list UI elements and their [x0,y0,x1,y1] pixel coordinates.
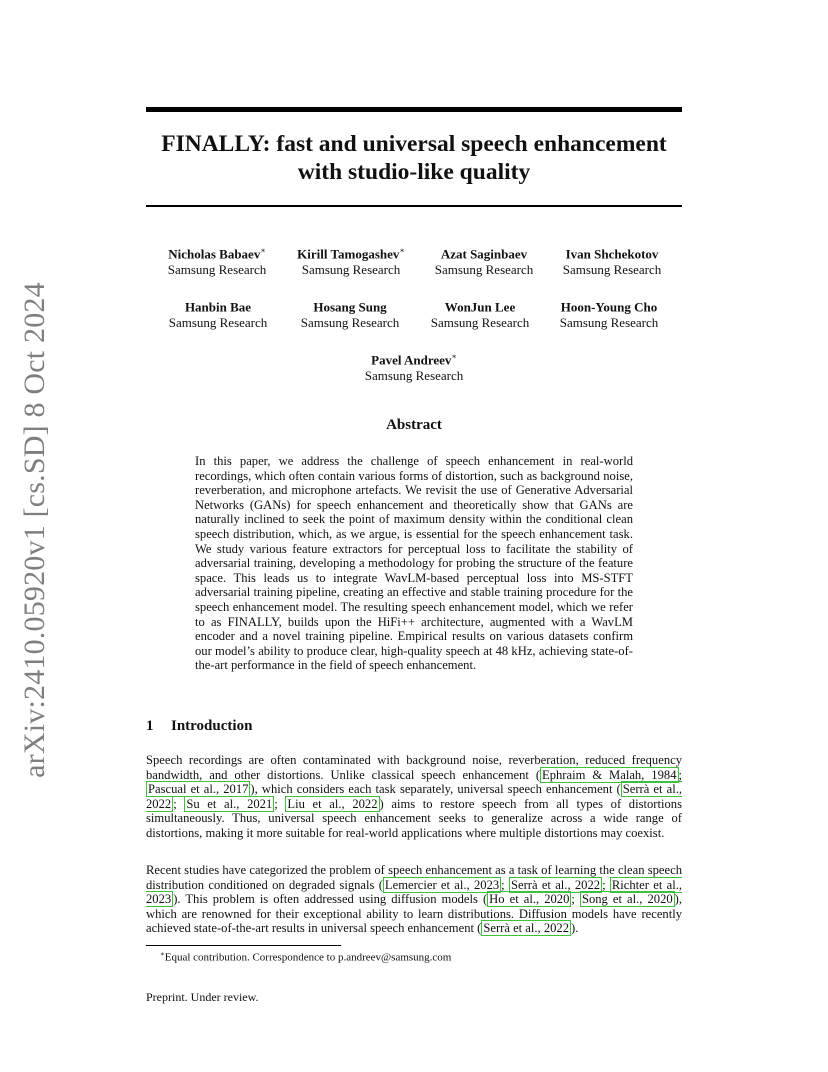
arxiv-identifier: arXiv:2410.05920v1 [cs.SD] 8 Oct 2024 [18,282,51,778]
author-affiliation: Samsung Research [559,315,659,331]
author-name: Nicholas Babaev∗ [168,246,266,262]
abstract-text: In this paper, we address the challenge of speech enhancement in real-world recordings, which often contain various forms of distortion, such as background noise, reverberation, and microphone artefacts. We revisit the use of Generative Adversarial Networks (GANs) for speech enhancement and theoretically show that GANs are naturally inclined to seek the point of maximum density within the conditional clean speech distribution, which, as we argue, is essential for the speech enhancement task. We study various feature extractors for perceptual loss to facilitate the stability of adversarial training, developing a methodology for probing the structure of the feature space. This leads us to integrate WavLM-based perceptual loss into MS-STFT adversarial training pipeline, creating an effective and stable training procedure for the speech enhancement model. The resulting speech enhancement model, which we refer to as FINALLY, builds upon the HiFi++ architecture, augmented with a WavLM encoder and a novel training pipeline. Empirical results on various datasets confirm our model’s ability to produce clear, high-quality speech at 48 kHz, achieving state-of-the-art performance in the field of speech enhancement. [195,454,633,673]
citation-link[interactable]: Serrà et al., 2022 [510,877,601,892]
section-heading-introduction [146,718,252,735]
author-name: Kirill Tamogashev∗ [297,246,405,262]
author-name: Ivan Shchekotov [565,246,659,262]
footnote-mark: ∗ [160,950,165,958]
citation-link[interactable]: Serrà et al., 2022 [146,782,682,811]
footnote-rule [146,945,341,946]
author-name: WonJun Lee [444,299,516,315]
preprint-note: Preprint. Under review. [146,990,259,1004]
section-title: Introduction [171,718,253,734]
section-number: 1 [146,718,154,734]
title-top-rule [146,107,682,112]
author-block [414,243,554,278]
author-affiliation: Samsung Research [168,315,268,331]
author-block [344,349,484,384]
paper-title-line-1: FINALLY: fast and universal speech enhancement [161,131,667,157]
citation-link[interactable]: Liu et al., 2022 [287,796,378,811]
intro-paragraph-1: Speech recordings are often contaminated with background noise, reverberation, reduced frequency bandwidth, and other distortions. Unlike classical speech enhancement ( Ephraim & Malah, 1984 ; Pascual et al., 2017 ), which considers each task separately, universal speech enhancement ( Serrà et al., 2022 ; Su et al., 2021 ; Liu et al., 2022 ) aims to restore speech from all types of distortions simultaneously. Thus, universal speech enhancement seeks to generalize across a wide range of distortions, making it more suitable for real-world applications where multiple distortions may coexist. [146,753,682,840]
author-name: Azat Saginbaev [440,246,528,262]
author-affiliation: Samsung Research [167,262,267,278]
citation-link[interactable]: Song et al., 2020 [581,892,673,907]
author-affiliation: Samsung Research [300,315,400,331]
author-affiliation: Samsung Research [434,262,534,278]
author-affiliation: Samsung Research [301,262,401,278]
author-block [539,296,679,331]
author-block [147,243,287,278]
author-block [280,296,420,331]
intro-paragraph-2: Recent studies have categorized the problem of speech enhancement as a task of learning the clean speech distribution conditioned on degraded signals ( Lemercier et al., 2023 ; Serrà et al., 2022 ; Richter et al., 2023 ). This problem is often addressed using diffusion models ( Ho et al., 2020 ; Song et al., 2020 ), which are renowned for their exceptional ability to learn distributions. Diffusion models have recently achieved state-of-the-art results in universal speech enhancement ( Serrà et al., 2022 ). [146,863,683,936]
author-affiliation: Samsung Research [364,368,464,384]
footnote-text: Equal contribution. Correspondence to p.andreev@samsung.com [164,951,452,964]
abstract-heading: Abstract [386,417,442,433]
author-affiliation: Samsung Research [430,315,530,331]
paper-title [146,130,682,186]
citation-link[interactable]: Serrà et al., 2022 [483,921,570,936]
author-affiliation: Samsung Research [562,262,662,278]
paper-title-line-2: with studio-like quality [297,159,531,185]
citation-link[interactable]: Ephraim & Malah, 1984 [542,767,677,782]
author-name: Hosang Sung [313,299,387,315]
citation-link[interactable]: Lemercier et al., 2023 [384,877,500,892]
author-block [281,243,421,278]
arxiv-identifier-stamp [12,282,58,778]
author-name: Hanbin Bae [184,299,252,315]
author-block [148,296,288,331]
author-name: Hoon-Young Cho [560,299,658,315]
title-bottom-rule [146,205,682,207]
footnote [160,950,451,964]
author-block [542,243,682,278]
author-block [410,296,550,331]
citation-link[interactable]: Richter et al., 2023 [146,877,682,907]
citation-link[interactable]: Pascual et al., 2017 [148,782,249,797]
citation-link[interactable]: Ho et al., 2020 [489,892,570,907]
citation-link[interactable]: Su et al., 2021 [186,796,273,811]
author-name: Pavel Andreev∗ [371,352,457,368]
